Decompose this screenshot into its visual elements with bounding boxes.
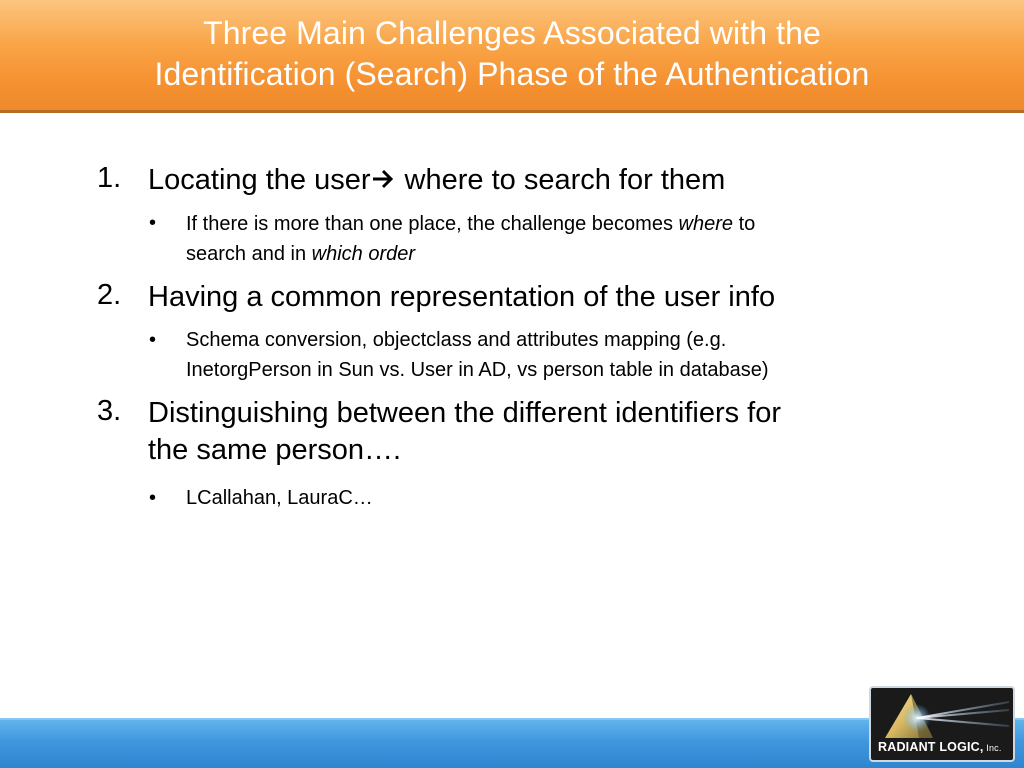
sub-1-pre: If there is more than one place, the challenge becomes: [186, 213, 679, 235]
radiant-logic-logo: [869, 686, 1015, 762]
item-3-number: 3.: [97, 395, 122, 427]
bullet-3: •: [149, 487, 157, 509]
item-2-sub-line-1: Schema conversion, objectclass and attributes mapping (e.g.: [186, 329, 727, 351]
item-1-subpoint: [186, 209, 755, 269]
item-1-sub-line-1: [186, 209, 755, 239]
prism-icon: [871, 688, 1013, 744]
sub-1-em-where: where: [678, 213, 734, 235]
item-3-subpoint: [186, 483, 373, 513]
item-2-sub-line-2: InetorgPerson in Sun vs. User in AD, vs person table in database): [186, 359, 769, 381]
slide-title: [155, 13, 870, 95]
right-arrow-icon: [372, 169, 394, 189]
title-line-1: Three Main Challenges Associated with the: [203, 15, 821, 51]
item-1-text: [148, 162, 725, 199]
bullet-1: •: [149, 212, 157, 234]
item-3-text: [148, 395, 781, 469]
sub-1-line2-pre: search and in: [186, 243, 312, 265]
item-2-subpoint: [186, 325, 769, 385]
item-1-number: 1.: [97, 162, 122, 194]
item-1-text-before: Locating the user: [148, 164, 371, 196]
sub-1-post: to: [733, 213, 756, 235]
item-3-line-2: the same person….: [148, 434, 402, 466]
bullet-2: •: [149, 329, 157, 351]
title-line-2: Identification (Search) Phase of the Authentication: [154, 56, 870, 92]
logo-name: RADIANT LOGIC,: [878, 740, 984, 754]
item-2-text: Having a common representation of the user info: [148, 281, 776, 313]
item-3-line-1: Distinguishing between the different identifiers for: [148, 397, 782, 429]
item-3-sub-line-1: LCallahan, LauraC…: [186, 487, 373, 509]
item-1-sub-line-2: [186, 239, 755, 269]
logo-suffix: Inc.: [983, 743, 1002, 753]
item-1-text-after: where to search for them: [396, 164, 726, 196]
title-bar: [0, 0, 1024, 113]
sub-1-em-which-order: which order: [311, 243, 416, 265]
item-2-number: 2.: [97, 279, 122, 311]
logo-wordmark: [878, 740, 1002, 754]
